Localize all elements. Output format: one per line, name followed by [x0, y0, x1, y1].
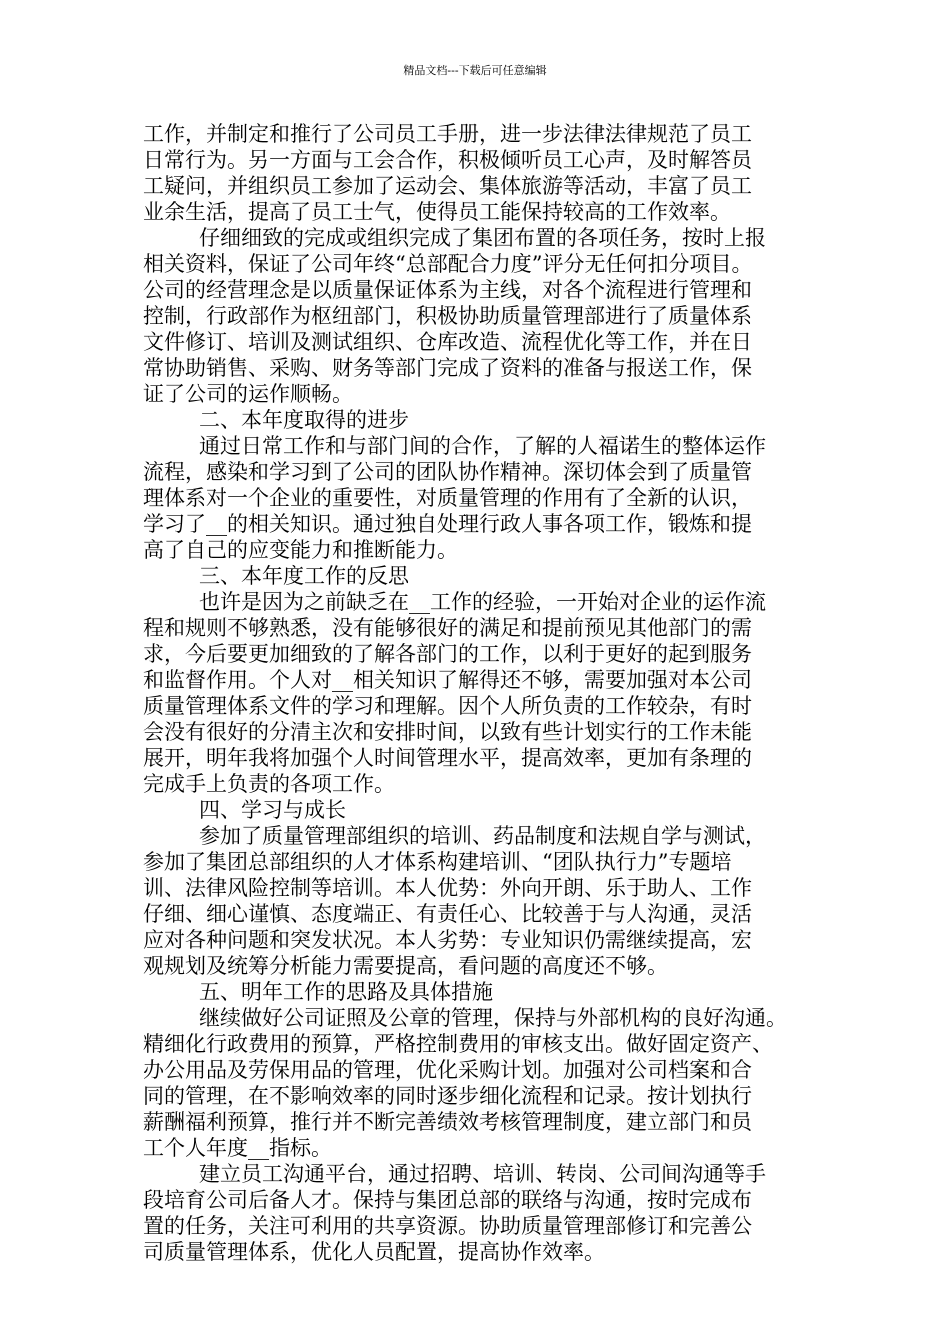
text-line: 继续做好公司证照及公章的管理，保持与外部机构的良好沟通。 [199, 1006, 787, 1030]
text-line: 训、法律风险控制等培训。本人优势：外向开朗、乐于助人、工作 [143, 876, 752, 900]
text-line: 仔细、细心谨慎、态度端正、有责任心、比较善于与人沟通，灵活 [143, 902, 752, 926]
text-line: 会没有很好的分清主次和安排时间，以致有些计划实行的工作未能 [143, 720, 752, 744]
text-line: 流程，感染和学习到了公司的团队协作精神。深切体会到了质量管 [143, 460, 752, 484]
text-line: 也许是因为之前缺乏在__工作的经验，一开始对企业的运作流 [199, 590, 766, 614]
text-line: 通过日常工作和与部门间的合作，了解的人福诺生的整体运作 [199, 434, 766, 458]
text-line: 精细化行政费用的预算，严格控制费用的审核支出。做好固定资产、 [143, 1032, 773, 1056]
text-line: 文件修订、培训及测试组织、仓库改造、流程优化等工作，并在日 [143, 330, 752, 354]
text-line: 工疑问，并组织员工参加了运动会、集体旅游等活动，丰富了员工 [143, 174, 752, 198]
text-line: 仔细细致的完成或组织完成了集团布置的各项任务，按时上报 [199, 226, 766, 250]
text-line: 段培育公司后备人才。保持与集团总部的联络与沟通，按时完成布 [143, 1188, 752, 1212]
text-line: 办公用品及劳保用品的管理，优化采购计划。加强对公司档案和合 [143, 1058, 752, 1082]
text-line: 三、本年度工作的反思 [199, 564, 409, 588]
document-body [143, 121, 807, 1265]
text-line: 公司的经营理念是以质量保证体系为主线，对各个流程进行管理和 [143, 278, 752, 302]
text-line: 四、学习与成长 [199, 798, 346, 822]
text-line: 展开，明年我将加强个人时间管理水平，提高效率，更加有条理的 [143, 746, 752, 770]
text-line: 日常行为。另一方面与工会合作，积极倾听员工心声，及时解答员 [143, 148, 752, 172]
text-line: 理体系对一个企业的重要性，对质量管理的作用有了全新的认识， [143, 486, 752, 510]
text-line: 学习了__的相关知识。通过独自处理行政人事各项工作，锻炼和提 [143, 512, 752, 536]
text-line: 常协助销售、采购、财务等部门完成了资料的准备与报送工作，保 [143, 356, 752, 380]
text-line: 工作，并制定和推行了公司员工手册，进一步法律法律规范了员工 [143, 122, 752, 146]
text-line: 司质量管理体系，优化人员配置，提高协作效率。 [143, 1240, 605, 1264]
text-line: 和监督作用。个人对__相关知识了解得还不够，需要加强对本公司 [143, 668, 752, 692]
text-line: 证了公司的运作顺畅。 [143, 382, 353, 406]
text-line: 置的任务，关注可利用的共享资源。协助质量管理部修订和完善公 [143, 1214, 752, 1238]
text-line: 完成手上负责的各项工作。 [143, 772, 395, 796]
text-line: 应对各种问题和突发状况。本人劣势：专业知识仍需继续提高，宏 [143, 928, 752, 952]
text-line: 控制，行政部作为枢纽部门，积极协助质量管理部进行了质量体系 [143, 304, 752, 328]
text-line: 观规划及统筹分析能力需要提高，看问题的高度还不够。 [143, 954, 668, 978]
text-line: 工个人年度__指标。 [143, 1136, 332, 1160]
text-line: 质量管理体系文件的学习和理解。因个人所负责的工作较杂，有时 [143, 694, 752, 718]
text-line: 程和规则不够熟悉，没有能够很好的满足和提前预见其他部门的需 [143, 616, 752, 640]
text-line: 高了自己的应变能力和推断能力。 [143, 538, 458, 562]
text-line: 五、明年工作的思路及具体措施 [199, 980, 493, 1004]
text-line: 薪酬福利预算，推行并不断完善绩效考核管理制度，建立部门和员 [143, 1110, 752, 1134]
page-header: 精品文档---下载后可任意编辑 [403, 64, 547, 77]
text-line: 求，今后要更加细致的了解各部门的工作，以利于更好的起到服务 [143, 642, 752, 666]
text-line: 相关资料，保证了公司年终“总部配合力度”评分无任何扣分项目。 [143, 252, 753, 276]
text-line: 同的管理，在不影响效率的同时逐步细化流程和记录。按计划执行 [143, 1084, 752, 1108]
text-line: 二、本年度取得的进步 [199, 408, 409, 432]
text-line: 业余生活，提高了员工士气，使得员工能保持较高的工作效率。 [143, 200, 731, 224]
text-line: 建立员工沟通平台，通过招聘、培训、转岗、公司间沟通等手 [199, 1162, 766, 1186]
text-line: 参加了质量管理部组织的培训、药品制度和法规自学与测试， [199, 824, 766, 848]
text-line: 参加了集团总部组织的人才体系构建培训、“团队执行力”专题培 [143, 850, 732, 874]
